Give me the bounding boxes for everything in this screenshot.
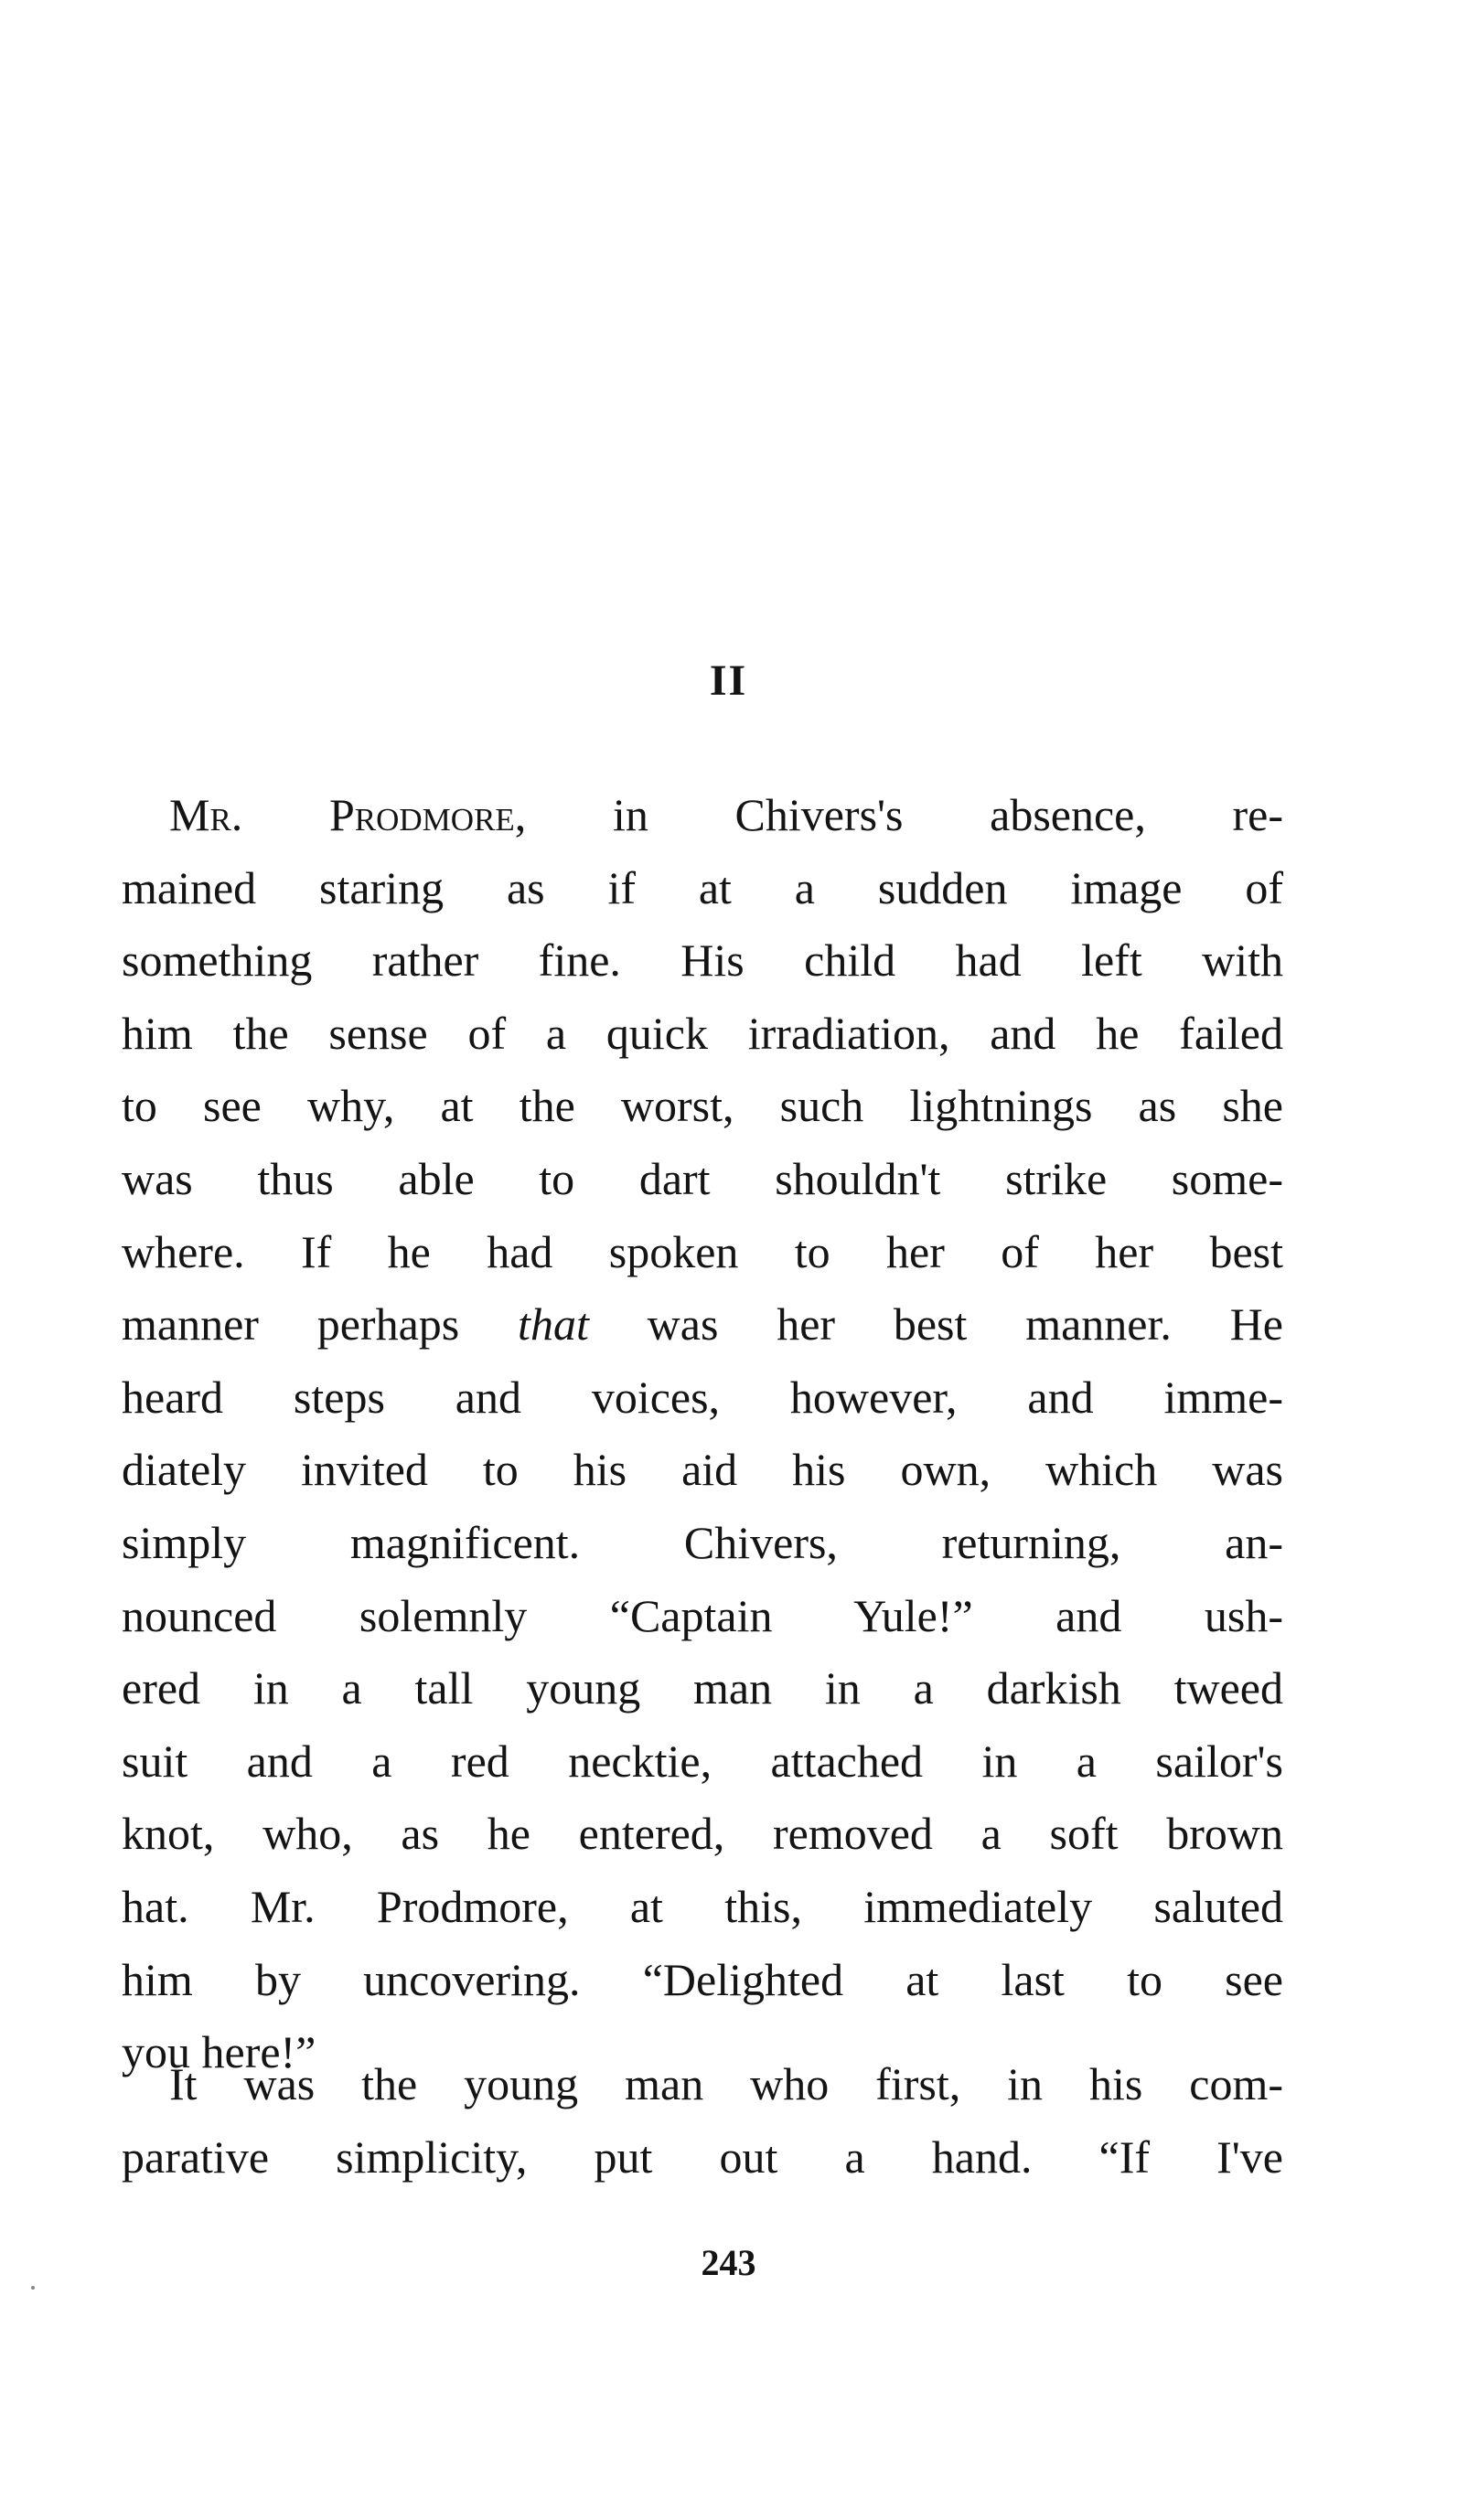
text-line: diately invited to his aid his own, which was: [122, 1444, 1283, 1496]
text-line: hat. Mr. Prodmore, at this, immediately saluted: [122, 1880, 1283, 1932]
text-line: something rather fine. His child had left with: [122, 934, 1283, 987]
text-line: was thus able to dart shouldn't strike some-: [122, 1152, 1283, 1204]
text-line: him the sense of a quick irradiation, and he failed: [122, 1007, 1283, 1059]
text-line: mained staring as if at a sudden image of: [122, 861, 1283, 913]
chapter-heading: II: [709, 657, 748, 705]
paragraph-1: [122, 779, 1283, 2089]
text-line: simply magnificent. Chivers, returning, an-: [122, 1516, 1283, 1568]
opening-abbrev: Mr.: [169, 789, 243, 840]
margin-speck: [31, 2286, 35, 2290]
text-line: suit and a red necktie, attached in a sailor's: [122, 1735, 1283, 1787]
opening-name: Prodmore,: [328, 789, 527, 840]
text-line: Mr. Prodmore, in Chivers's absence, re-: [169, 789, 1284, 840]
text-line: heard steps and voices, however, and imme-: [122, 1371, 1283, 1423]
text-line: parative simplicity, put out a hand. “If I've: [122, 2130, 1283, 2183]
text-line: him by uncovering. “Delighted at last to see: [122, 1953, 1283, 2005]
text-line: you here!”: [122, 2026, 316, 2078]
text-line: where. If he had spoken to her of her best: [122, 1225, 1283, 1277]
page-number: 243: [701, 2242, 756, 2283]
text-line: ered in a tall young man in a darkish tweed: [122, 1662, 1283, 1714]
text-line: It was the young man who first, in his com-: [169, 2058, 1283, 2109]
text-line: knot, who, as he entered, removed a soft brown: [122, 1808, 1283, 1860]
text-line: to see why, at the worst, such lightnings as she: [122, 1080, 1283, 1132]
italic-emphasis: that: [518, 1298, 589, 1351]
text-line: manner perhaps that was her best manner. He: [122, 1298, 1283, 1351]
text-line: nounced solemnly “Captain Yule!” and ush-: [122, 1589, 1283, 1641]
paragraph-2: [122, 2048, 1283, 2194]
